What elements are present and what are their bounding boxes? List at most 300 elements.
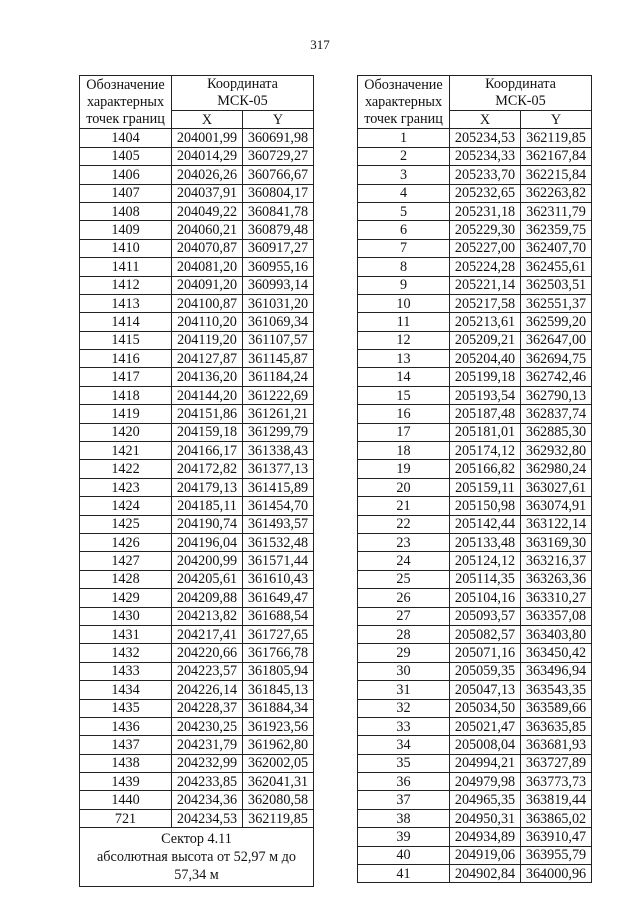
point-id-cell: 1439 xyxy=(80,773,172,791)
x-coordinate-cell: 204166,17 xyxy=(172,442,243,460)
x-coordinate-cell: 204226,14 xyxy=(172,681,243,699)
point-id-cell: 31 xyxy=(358,681,450,699)
point-id-cell: 18 xyxy=(358,442,450,460)
x-coordinate-cell: 204179,13 xyxy=(172,478,243,496)
x-coordinate-cell: 205174,12 xyxy=(450,442,521,460)
y-coordinate-cell: 361727,65 xyxy=(243,625,314,643)
y-coordinate-cell: 361766,78 xyxy=(243,644,314,662)
point-id-cell: 1416 xyxy=(80,350,172,368)
table-row xyxy=(80,184,314,202)
point-id-cell: 2 xyxy=(358,147,450,165)
x-coordinate-cell: 204205,61 xyxy=(172,570,243,588)
y-coordinate-cell: 363589,66 xyxy=(521,699,592,717)
y-coordinate-cell: 362885,30 xyxy=(521,423,592,441)
table-row xyxy=(80,589,314,607)
table-row xyxy=(358,460,592,478)
y-coordinate-cell: 363635,85 xyxy=(521,717,592,735)
point-id-cell: 1415 xyxy=(80,331,172,349)
table-row xyxy=(358,276,592,294)
table-row xyxy=(358,865,592,883)
table-row xyxy=(358,202,592,220)
x-coordinate-cell: 205213,61 xyxy=(450,313,521,331)
designation-header-line1: Обозначение xyxy=(364,76,443,93)
x-header: X xyxy=(172,111,243,129)
designation-header-line3: точек границ xyxy=(86,110,165,127)
table-row xyxy=(80,221,314,239)
y-coordinate-cell: 362932,80 xyxy=(521,442,592,460)
table-row xyxy=(358,607,592,625)
x-coordinate-cell: 205224,28 xyxy=(450,258,521,276)
y-coordinate-cell: 363357,08 xyxy=(521,607,592,625)
x-coordinate-cell: 205071,16 xyxy=(450,644,521,662)
y-coordinate-cell: 361145,87 xyxy=(243,350,314,368)
point-id-cell: 24 xyxy=(358,552,450,570)
x-coordinate-cell: 204081,20 xyxy=(172,258,243,276)
x-coordinate-cell: 205150,98 xyxy=(450,497,521,515)
y-coordinate-cell: 361069,34 xyxy=(243,313,314,331)
x-coordinate-cell: 205133,48 xyxy=(450,533,521,551)
point-id-cell: 19 xyxy=(358,460,450,478)
point-id-cell: 17 xyxy=(358,423,450,441)
y-header: Y xyxy=(243,111,314,129)
x-coordinate-cell: 205047,13 xyxy=(450,681,521,699)
sector-note-line1: Сектор 4.11 xyxy=(161,831,232,848)
left-table-body xyxy=(80,129,314,828)
point-id-cell: 25 xyxy=(358,570,450,588)
point-id-cell: 35 xyxy=(358,754,450,772)
point-id-cell: 16 xyxy=(358,405,450,423)
point-id-cell: 39 xyxy=(358,828,450,846)
y-coordinate-cell: 361688,54 xyxy=(243,607,314,625)
table-row xyxy=(80,552,314,570)
y-coordinate-cell: 362599,20 xyxy=(521,313,592,331)
table-row xyxy=(358,515,592,533)
point-id-cell: 1404 xyxy=(80,129,172,147)
point-id-cell: 721 xyxy=(80,809,172,827)
table-row xyxy=(358,166,592,184)
point-id-cell: 1433 xyxy=(80,662,172,680)
sector-note-line2: абсолютная высота от 52,97 м до xyxy=(97,849,296,866)
x-coordinate-cell: 204200,99 xyxy=(172,552,243,570)
y-coordinate-cell: 362311,79 xyxy=(521,202,592,220)
x-coordinate-cell: 204902,84 xyxy=(450,865,521,883)
table-row xyxy=(80,681,314,699)
sector-note xyxy=(80,828,314,887)
x-coordinate-cell: 205093,57 xyxy=(450,607,521,625)
table-row xyxy=(358,258,592,276)
x-coordinate-cell: 204979,98 xyxy=(450,773,521,791)
table-row xyxy=(358,294,592,312)
x-coordinate-cell: 204026,26 xyxy=(172,166,243,184)
table-row xyxy=(80,239,314,257)
table-row xyxy=(358,736,592,754)
point-id-cell: 1419 xyxy=(80,405,172,423)
table-row xyxy=(80,258,314,276)
table-row xyxy=(358,147,592,165)
y-coordinate-cell: 361923,56 xyxy=(243,717,314,735)
y-coordinate-cell: 361377,13 xyxy=(243,460,314,478)
point-id-cell: 1438 xyxy=(80,754,172,772)
point-id-cell: 1412 xyxy=(80,276,172,294)
y-coordinate-cell: 362694,75 xyxy=(521,350,592,368)
point-id-cell: 1420 xyxy=(80,423,172,441)
x-coordinate-cell: 205221,14 xyxy=(450,276,521,294)
point-id-cell: 1434 xyxy=(80,681,172,699)
point-id-cell: 30 xyxy=(358,662,450,680)
table-row xyxy=(80,644,314,662)
y-coordinate-cell: 364000,96 xyxy=(521,865,592,883)
y-coordinate-cell: 363727,89 xyxy=(521,754,592,772)
x-coordinate-cell: 205082,57 xyxy=(450,625,521,643)
point-id-cell: 1429 xyxy=(80,589,172,607)
x-coordinate-cell: 204060,21 xyxy=(172,221,243,239)
point-id-cell: 1406 xyxy=(80,166,172,184)
point-id-cell: 38 xyxy=(358,809,450,827)
sector-note-row xyxy=(80,828,314,887)
point-id-cell: 36 xyxy=(358,773,450,791)
y-coordinate-cell: 360879,48 xyxy=(243,221,314,239)
table-row xyxy=(80,533,314,551)
x-coordinate-cell: 204127,87 xyxy=(172,350,243,368)
table-row xyxy=(358,644,592,662)
table-row xyxy=(80,607,314,625)
x-coordinate-cell: 204950,31 xyxy=(450,809,521,827)
table-row xyxy=(358,791,592,809)
table-row xyxy=(358,423,592,441)
designation-header xyxy=(80,76,172,129)
x-coordinate-cell: 204001,99 xyxy=(172,129,243,147)
point-id-cell: 21 xyxy=(358,497,450,515)
x-coordinate-cell: 204049,22 xyxy=(172,202,243,220)
table-row xyxy=(80,699,314,717)
y-coordinate-cell: 360917,27 xyxy=(243,239,314,257)
left-coordinates-table xyxy=(79,75,314,887)
designation-header-line2: характерных xyxy=(364,93,443,110)
point-id-cell: 1426 xyxy=(80,533,172,551)
point-id-cell: 1432 xyxy=(80,644,172,662)
x-coordinate-cell: 205234,33 xyxy=(450,147,521,165)
point-id-cell: 15 xyxy=(358,386,450,404)
point-id-cell: 33 xyxy=(358,717,450,735)
point-id-cell: 10 xyxy=(358,294,450,312)
coordinate-header xyxy=(172,76,314,111)
table-row xyxy=(358,386,592,404)
point-id-cell: 23 xyxy=(358,533,450,551)
point-id-cell: 1418 xyxy=(80,386,172,404)
point-id-cell: 1440 xyxy=(80,791,172,809)
x-coordinate-cell: 205021,47 xyxy=(450,717,521,735)
point-id-cell: 5 xyxy=(358,202,450,220)
table-row xyxy=(358,368,592,386)
y-coordinate-cell: 360955,16 xyxy=(243,258,314,276)
table-row xyxy=(358,405,592,423)
table-row xyxy=(80,625,314,643)
x-coordinate-cell: 205227,00 xyxy=(450,239,521,257)
point-id-cell: 14 xyxy=(358,368,450,386)
table-row xyxy=(80,662,314,680)
x-header: X xyxy=(450,111,521,129)
right-coordinates-table xyxy=(357,75,592,883)
y-coordinate-cell: 362167,84 xyxy=(521,147,592,165)
y-coordinate-cell: 362742,46 xyxy=(521,368,592,386)
table-row xyxy=(80,386,314,404)
table-row xyxy=(358,497,592,515)
y-coordinate-cell: 362837,74 xyxy=(521,405,592,423)
x-coordinate-cell: 204196,04 xyxy=(172,533,243,551)
point-id-cell: 11 xyxy=(358,313,450,331)
y-coordinate-cell: 363122,14 xyxy=(521,515,592,533)
table-row xyxy=(80,313,314,331)
x-coordinate-cell: 204091,20 xyxy=(172,276,243,294)
table-row xyxy=(80,331,314,349)
coordinate-header-line2: МСК-05 xyxy=(495,93,546,109)
x-coordinate-cell: 204172,82 xyxy=(172,460,243,478)
x-coordinate-cell: 205008,04 xyxy=(450,736,521,754)
point-id-cell: 32 xyxy=(358,699,450,717)
table-row xyxy=(80,515,314,533)
x-coordinate-cell: 204965,35 xyxy=(450,791,521,809)
x-coordinate-cell: 205232,65 xyxy=(450,184,521,202)
table-row xyxy=(80,276,314,294)
point-id-cell: 13 xyxy=(358,350,450,368)
coordinate-header-line1: Координата xyxy=(485,76,556,92)
x-coordinate-cell: 204230,25 xyxy=(172,717,243,735)
y-coordinate-cell: 360766,67 xyxy=(243,166,314,184)
x-coordinate-cell: 204110,20 xyxy=(172,313,243,331)
point-id-cell: 12 xyxy=(358,331,450,349)
point-id-cell: 1427 xyxy=(80,552,172,570)
y-coordinate-cell: 363169,30 xyxy=(521,533,592,551)
table-row xyxy=(358,589,592,607)
point-id-cell: 26 xyxy=(358,589,450,607)
table-row xyxy=(80,202,314,220)
point-id-cell: 41 xyxy=(358,865,450,883)
x-coordinate-cell: 204919,06 xyxy=(450,846,521,864)
coordinate-header-line1: Координата xyxy=(207,76,278,92)
y-coordinate-cell: 361649,47 xyxy=(243,589,314,607)
y-coordinate-cell: 360729,27 xyxy=(243,147,314,165)
y-coordinate-cell: 361299,79 xyxy=(243,423,314,441)
y-coordinate-cell: 363681,93 xyxy=(521,736,592,754)
y-coordinate-cell: 361610,43 xyxy=(243,570,314,588)
y-coordinate-cell: 362455,61 xyxy=(521,258,592,276)
x-coordinate-cell: 204217,41 xyxy=(172,625,243,643)
table-row xyxy=(358,478,592,496)
table-row xyxy=(358,184,592,202)
table-row xyxy=(80,368,314,386)
table-row xyxy=(80,736,314,754)
x-coordinate-cell: 204037,91 xyxy=(172,184,243,202)
table-row xyxy=(80,717,314,735)
y-coordinate-cell: 363310,27 xyxy=(521,589,592,607)
x-coordinate-cell: 205229,30 xyxy=(450,221,521,239)
x-coordinate-cell: 204232,99 xyxy=(172,754,243,772)
y-coordinate-cell: 361261,21 xyxy=(243,405,314,423)
point-id-cell: 29 xyxy=(358,644,450,662)
x-coordinate-cell: 204151,86 xyxy=(172,405,243,423)
x-coordinate-cell: 204223,57 xyxy=(172,662,243,680)
y-coordinate-cell: 363263,36 xyxy=(521,570,592,588)
table-row xyxy=(80,350,314,368)
x-coordinate-cell: 204231,79 xyxy=(172,736,243,754)
x-coordinate-cell: 204014,29 xyxy=(172,147,243,165)
point-id-cell: 1425 xyxy=(80,515,172,533)
table-row xyxy=(358,828,592,846)
x-coordinate-cell: 204136,20 xyxy=(172,368,243,386)
table-row xyxy=(358,442,592,460)
point-id-cell: 40 xyxy=(358,846,450,864)
y-coordinate-cell: 361493,57 xyxy=(243,515,314,533)
page-number: 317 xyxy=(310,37,330,52)
y-coordinate-cell: 362407,70 xyxy=(521,239,592,257)
x-coordinate-cell: 204213,82 xyxy=(172,607,243,625)
point-id-cell: 1405 xyxy=(80,147,172,165)
y-coordinate-cell: 361184,24 xyxy=(243,368,314,386)
y-coordinate-cell: 361031,20 xyxy=(243,294,314,312)
right-table-body xyxy=(358,129,592,883)
x-coordinate-cell: 205124,12 xyxy=(450,552,521,570)
table-row xyxy=(358,350,592,368)
x-coordinate-cell: 205104,16 xyxy=(450,589,521,607)
y-coordinate-cell: 361884,34 xyxy=(243,699,314,717)
table-row xyxy=(358,221,592,239)
point-id-cell: 9 xyxy=(358,276,450,294)
y-coordinate-cell: 362215,84 xyxy=(521,166,592,184)
point-id-cell: 37 xyxy=(358,791,450,809)
x-coordinate-cell: 205034,50 xyxy=(450,699,521,717)
y-coordinate-cell: 362551,37 xyxy=(521,294,592,312)
x-coordinate-cell: 205159,11 xyxy=(450,478,521,496)
point-id-cell: 1411 xyxy=(80,258,172,276)
table-row xyxy=(358,699,592,717)
x-coordinate-cell: 205193,54 xyxy=(450,386,521,404)
x-coordinate-cell: 204159,18 xyxy=(172,423,243,441)
y-coordinate-cell: 361962,80 xyxy=(243,736,314,754)
table-row xyxy=(80,129,314,147)
y-coordinate-cell: 360804,17 xyxy=(243,184,314,202)
x-coordinate-cell: 204234,36 xyxy=(172,791,243,809)
y-coordinate-cell: 363865,02 xyxy=(521,809,592,827)
y-coordinate-cell: 362263,82 xyxy=(521,184,592,202)
point-id-cell: 1409 xyxy=(80,221,172,239)
x-coordinate-cell: 204119,20 xyxy=(172,331,243,349)
y-coordinate-cell: 363543,35 xyxy=(521,681,592,699)
table-row xyxy=(358,625,592,643)
point-id-cell: 20 xyxy=(358,478,450,496)
x-coordinate-cell: 204994,21 xyxy=(450,754,521,772)
point-id-cell: 1414 xyxy=(80,313,172,331)
y-coordinate-cell: 362359,75 xyxy=(521,221,592,239)
sector-note-line3: 57,34 м xyxy=(174,867,219,884)
point-id-cell: 1417 xyxy=(80,368,172,386)
x-coordinate-cell: 204220,66 xyxy=(172,644,243,662)
point-id-cell: 1421 xyxy=(80,442,172,460)
y-coordinate-cell: 360691,98 xyxy=(243,129,314,147)
table-row xyxy=(80,294,314,312)
table-row xyxy=(358,552,592,570)
table-row xyxy=(358,570,592,588)
x-coordinate-cell: 204233,85 xyxy=(172,773,243,791)
y-coordinate-cell: 361222,69 xyxy=(243,386,314,404)
point-id-cell: 1410 xyxy=(80,239,172,257)
y-coordinate-cell: 362790,13 xyxy=(521,386,592,404)
table-row xyxy=(358,754,592,772)
designation-header-line1: Обозначение xyxy=(86,76,165,93)
table-row xyxy=(80,570,314,588)
table-row xyxy=(358,313,592,331)
y-coordinate-cell: 363450,42 xyxy=(521,644,592,662)
x-coordinate-cell: 205142,44 xyxy=(450,515,521,533)
x-coordinate-cell: 204228,37 xyxy=(172,699,243,717)
table-row xyxy=(80,754,314,772)
y-coordinate-cell: 363773,73 xyxy=(521,773,592,791)
table-row xyxy=(358,129,592,147)
x-coordinate-cell: 204100,87 xyxy=(172,294,243,312)
point-id-cell: 1436 xyxy=(80,717,172,735)
table-row xyxy=(80,147,314,165)
y-coordinate-cell: 361454,70 xyxy=(243,497,314,515)
point-id-cell: 4 xyxy=(358,184,450,202)
table-row xyxy=(358,809,592,827)
x-coordinate-cell: 205209,21 xyxy=(450,331,521,349)
point-id-cell: 1422 xyxy=(80,460,172,478)
point-id-cell: 1428 xyxy=(80,570,172,588)
y-coordinate-cell: 363496,94 xyxy=(521,662,592,680)
point-id-cell: 1431 xyxy=(80,625,172,643)
table-row xyxy=(358,681,592,699)
y-coordinate-cell: 363027,61 xyxy=(521,478,592,496)
x-coordinate-cell: 204934,89 xyxy=(450,828,521,846)
x-coordinate-cell: 204144,20 xyxy=(172,386,243,404)
designation-header-line3: точек границ xyxy=(364,110,443,127)
point-id-cell: 1430 xyxy=(80,607,172,625)
y-coordinate-cell: 363216,37 xyxy=(521,552,592,570)
y-coordinate-cell: 363955,79 xyxy=(521,846,592,864)
y-coordinate-cell: 361845,13 xyxy=(243,681,314,699)
point-id-cell: 1424 xyxy=(80,497,172,515)
x-coordinate-cell: 205234,53 xyxy=(450,129,521,147)
table-row xyxy=(80,773,314,791)
table-row xyxy=(80,166,314,184)
y-coordinate-cell: 361532,48 xyxy=(243,533,314,551)
y-coordinate-cell: 360993,14 xyxy=(243,276,314,294)
table-row xyxy=(358,717,592,735)
x-coordinate-cell: 204209,88 xyxy=(172,589,243,607)
y-coordinate-cell: 362647,00 xyxy=(521,331,592,349)
x-coordinate-cell: 205231,18 xyxy=(450,202,521,220)
y-coordinate-cell: 362002,05 xyxy=(243,754,314,772)
x-coordinate-cell: 205059,35 xyxy=(450,662,521,680)
x-coordinate-cell: 205204,40 xyxy=(450,350,521,368)
point-id-cell: 1413 xyxy=(80,294,172,312)
y-coordinate-cell: 360841,78 xyxy=(243,202,314,220)
point-id-cell: 1 xyxy=(358,129,450,147)
y-coordinate-cell: 363074,91 xyxy=(521,497,592,515)
designation-header-line2: характерных xyxy=(86,93,165,110)
point-id-cell: 7 xyxy=(358,239,450,257)
point-id-cell: 3 xyxy=(358,166,450,184)
y-coordinate-cell: 362980,24 xyxy=(521,460,592,478)
x-coordinate-cell: 205217,58 xyxy=(450,294,521,312)
point-id-cell: 27 xyxy=(358,607,450,625)
point-id-cell: 34 xyxy=(358,736,450,754)
x-coordinate-cell: 205233,70 xyxy=(450,166,521,184)
table-row xyxy=(358,331,592,349)
y-coordinate-cell: 361415,89 xyxy=(243,478,314,496)
point-id-cell: 1407 xyxy=(80,184,172,202)
designation-header xyxy=(358,76,450,129)
table-row xyxy=(80,791,314,809)
